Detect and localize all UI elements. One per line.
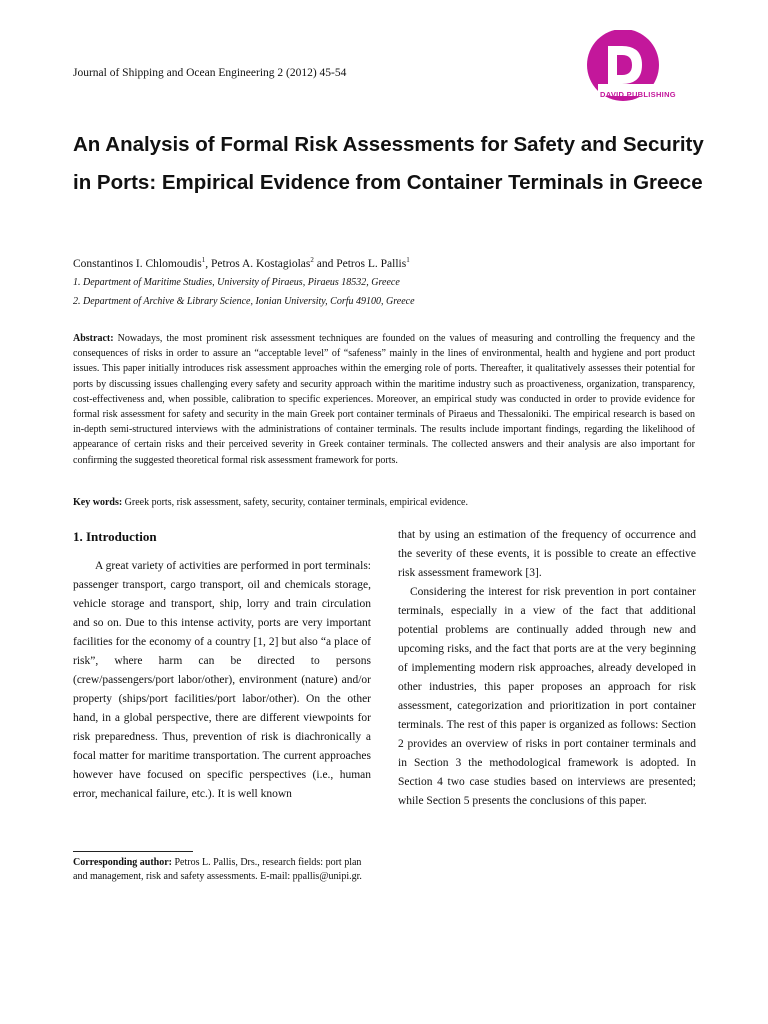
keywords bbox=[73, 497, 695, 508]
author-affil-mark: 1 bbox=[201, 256, 206, 264]
body-paragraph: that by using an estimation of the frequency of occurrence and the severity of these events, it is possible to create an effective risk assessment framework [3]. bbox=[398, 529, 696, 579]
footnote-divider bbox=[73, 851, 193, 852]
section-heading: 1. Introduction bbox=[73, 529, 157, 544]
publisher-name: DAVID PUBLISHING bbox=[600, 90, 676, 99]
abstract-label: Abstract: bbox=[73, 333, 114, 344]
affiliation: 2. Department of Archive & Library Science, Ionian University, Corfu 49100, Greece bbox=[73, 296, 415, 307]
body-paragraph: Considering the interest for risk prevention in port container terminals, especially in a view of the fact that additional potential problems are continually added through new and upcoming risks, and the fact that ports are at the very beginning of implementing modern risk approaches, already developed in other industries, this paper proposes an approach for risk assessment, categorization and prioritization in port container terminals. The rest of this paper is organized as follows: Section 2 provides an overview of risks in port container terminals and in Section 3 the methodological framework is adopted. In Section 4 two case studies based on interviews are presented; while Section 5 presents the conclusions of this paper. bbox=[398, 586, 696, 807]
paper-title: An Analysis of Formal Risk Assessments for Safety and Security in Ports: Empirical Evidence from Container Terminals in Greece bbox=[73, 133, 704, 194]
affiliation: 1. Department of Maritime Studies, University of Piraeus, Piraeus 18532, Greece bbox=[73, 277, 400, 288]
author-affil-mark: 2 bbox=[310, 256, 314, 264]
abstract bbox=[73, 331, 695, 468]
footnote-label: Corresponding author: bbox=[73, 857, 172, 868]
footnote-text: Petros L. Pallis, Drs., research fields: port plan and management, risk and safety assessments. E-mail: ppallis@unipi.gr. bbox=[73, 857, 362, 882]
author-separator: and bbox=[313, 257, 337, 270]
right-column bbox=[398, 526, 696, 811]
author-name: Petros L. Pallis bbox=[336, 257, 407, 270]
author-name: Constantinos I. Chlomoudis bbox=[73, 257, 202, 270]
author-separator: , bbox=[205, 257, 211, 270]
abstract-text: Nowadays, the most prominent risk assessment techniques are founded on the values of measuring and controlling the frequency and the consequences of risks in order to assure an “acceptable level” of “safeness” mainly in the lines of environmental, health and hygiene and port product issues. This paper initially introduces risk assessment approaches within the emerging role of ports. Thereafter, it qualitatively assesses their potential for ports by discussing issues challenging every safety and security approach within the maritime industry such as proactiveness, organization, transparency, cost-effectiveness and, when possible, calibration to specific experiences. Moreover, an empirical study was conducted in order to provide evidence for formal risk assessment for safety and security in the main Greek port container terminals of Piraeus and Thessaloniki. The empirical research is based on in-depth semi-structured interviews with the administrations of container terminals. The results include important findings, regarding the likelihood of appearance of certain risks and their perceived severity in Greek container terminals. The collected answers and their analysis are also important for confirming the suggested theoretical formal risk assessment framework for ports. bbox=[73, 333, 695, 466]
left-column bbox=[73, 528, 371, 804]
keywords-label: Key words: bbox=[73, 497, 123, 508]
author-name: Petros A. Kostagiolas bbox=[211, 257, 311, 270]
keywords-text: Greek ports, risk assessment, safety, security, container terminals, empirical evidence. bbox=[124, 497, 468, 508]
footnote bbox=[73, 856, 373, 883]
journal-citation: Journal of Shipping and Ocean Engineering 2 (2012) 45-54 bbox=[73, 67, 347, 79]
author-list bbox=[73, 256, 410, 270]
author-affil-mark: 1 bbox=[406, 256, 410, 264]
body-paragraph: A great variety of activities are performed in port terminals: passenger transport, cargo transport, oil and chemicals storage, vehicle storage and transport, ship, lorry and train circulation and so on. Due to this intense activity, ports are very important facilities for the economy of a country [1, 2] but also “a place of risk”, where harm can be directed to persons (crew/passengers/port labor/other), environment (nature) and/or property (ships/port facilities/port labor/other). On the other hand, in a global perspective, there are different viewpoints for risk preparedness. Thus, prevention of risk is diachronically a focal matter for maritime transportation. The current approaches however have focused on specific perspectives (i.e., human error, mechanical failure, etc.). It is well known bbox=[73, 560, 371, 800]
